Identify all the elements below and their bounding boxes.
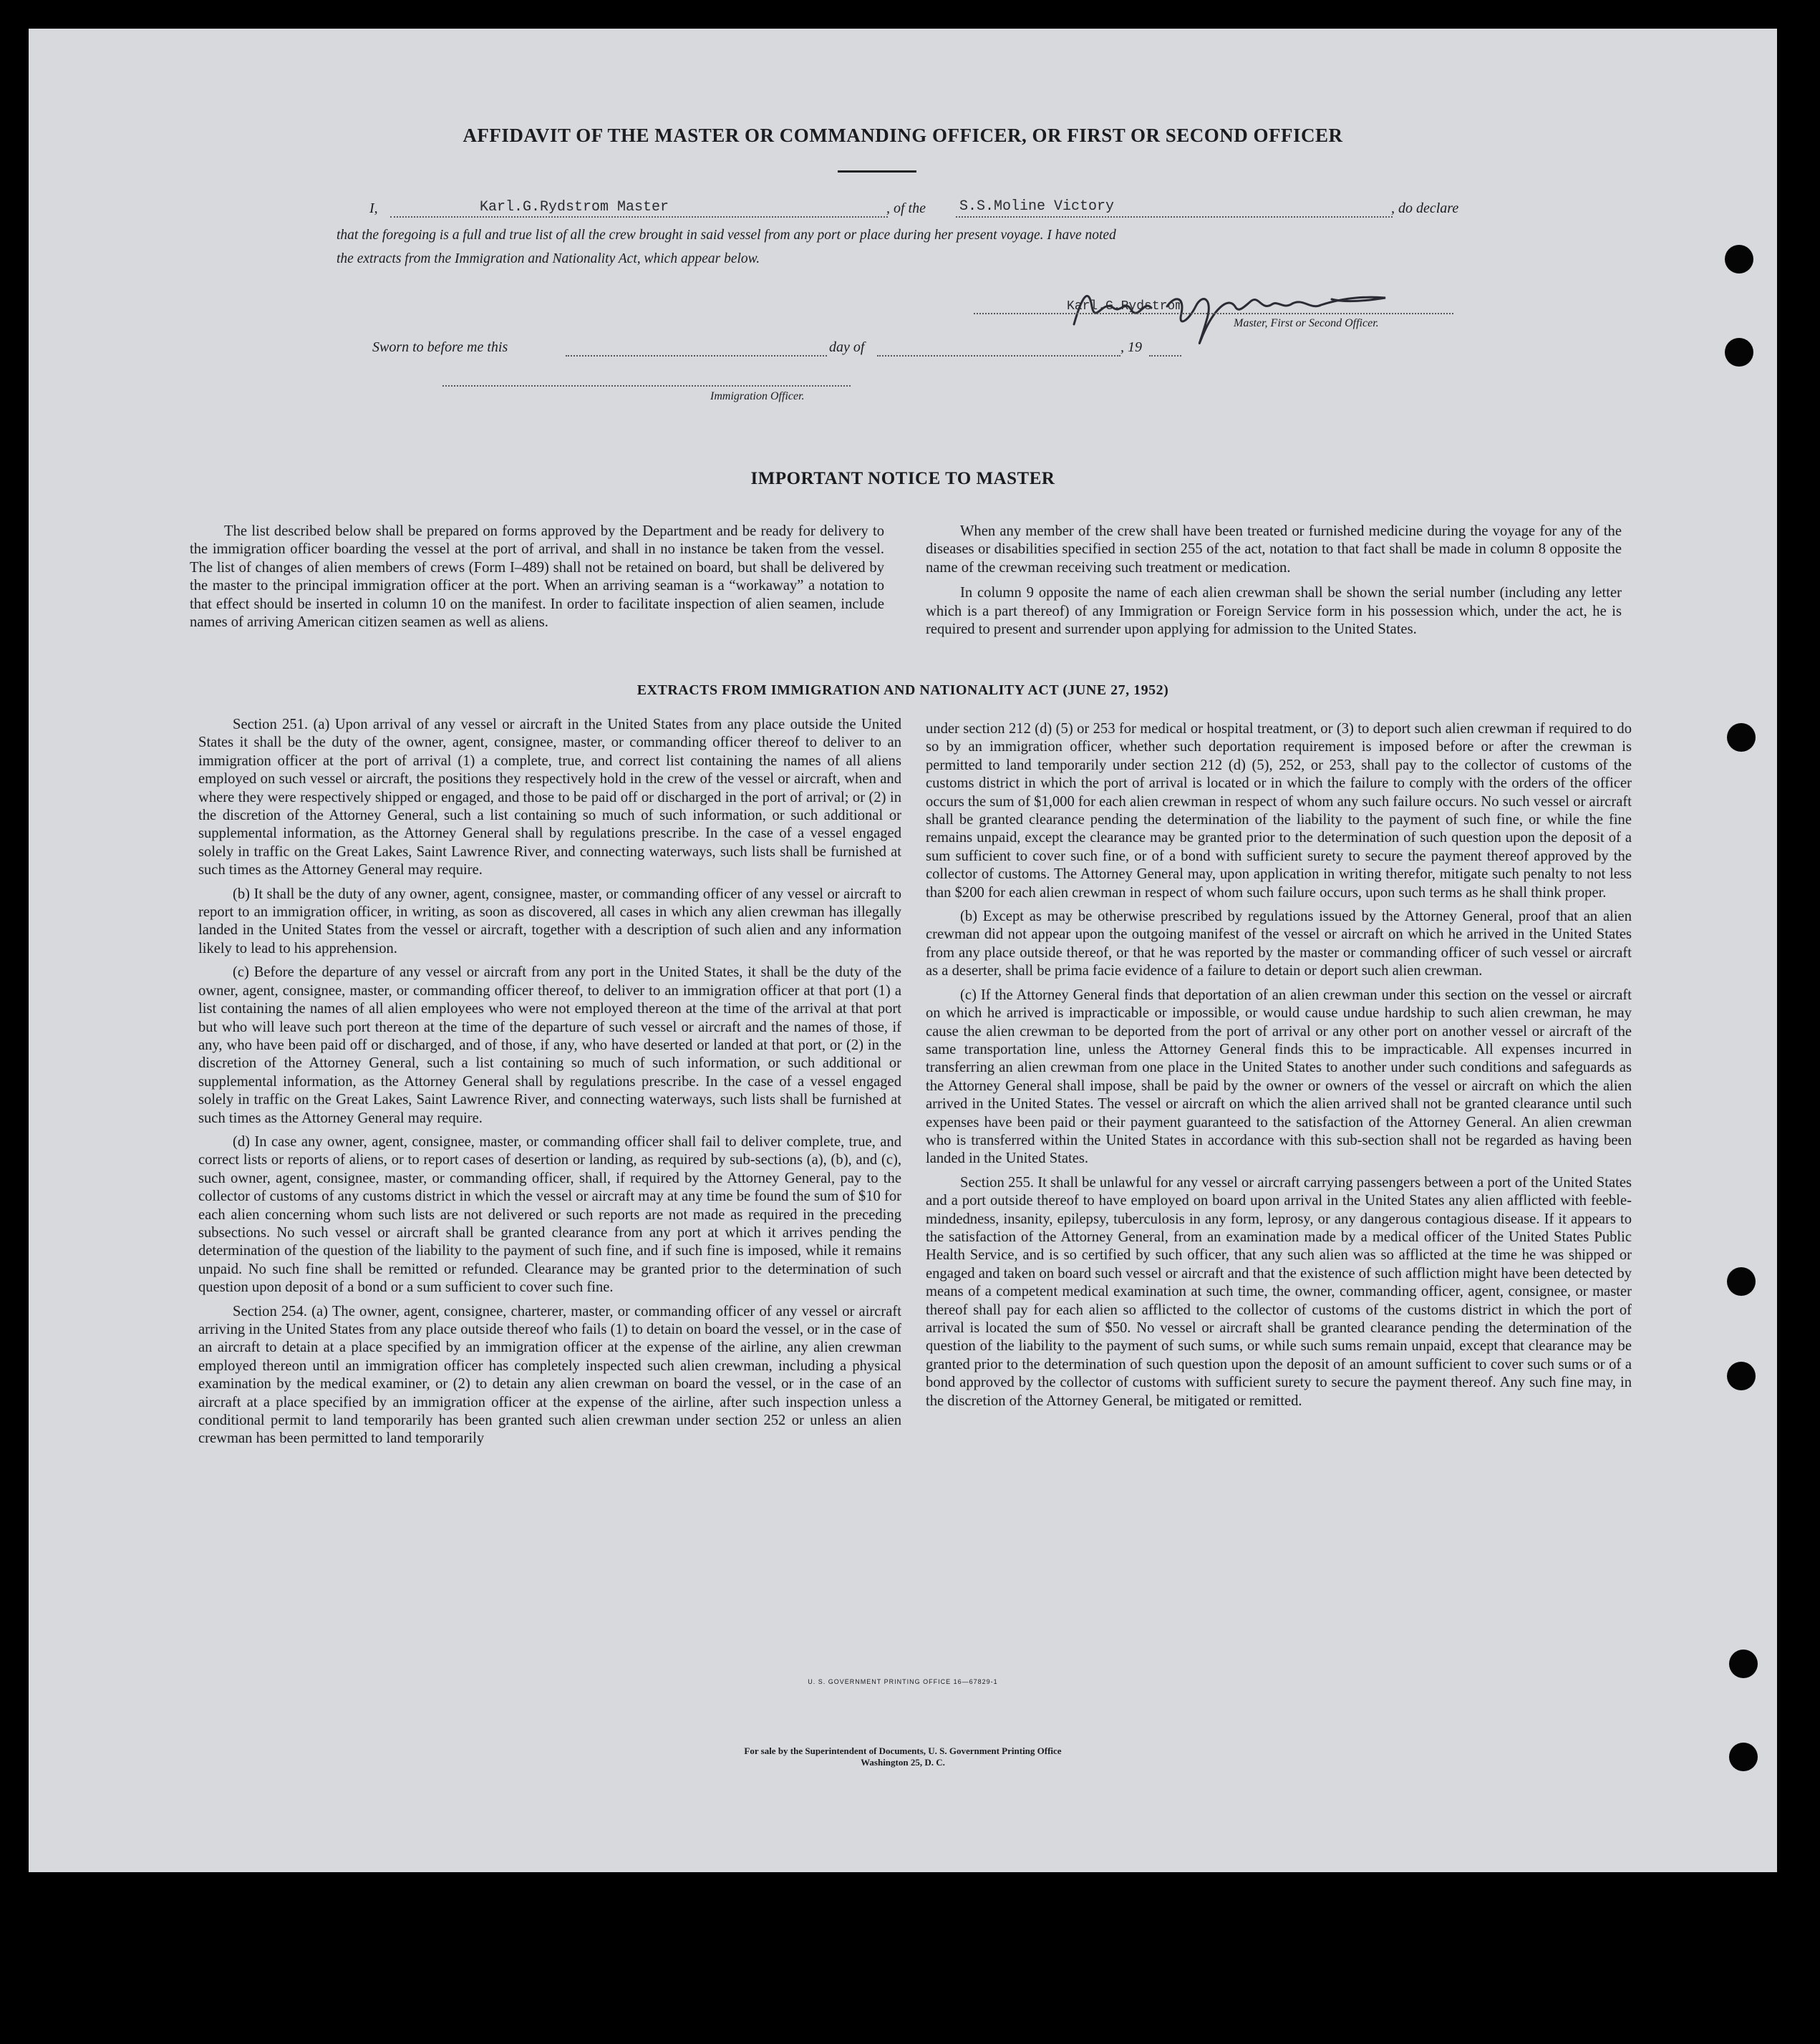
binder-hole [1727,1267,1756,1296]
title-rule [838,170,916,173]
year-line [1149,355,1181,357]
binder-hole [1725,245,1753,273]
immigration-officer-line [442,385,851,387]
document-page [29,29,1777,1872]
declare-label: , do declare [1391,200,1459,216]
section-251-a: Section 251. (a) Upon arrival of any vessel or aircraft in the United States from any place outside the United States it shall be the duty of the owner, agent, consignee, master, or commanding officer thereof to deliver to an immigration officer at the port of arrival (1) a complete, true, and correct list containing the names of all aliens employed on such vessel or aircraft, the positions they respectively hold in the crew of the vessel or aircraft, when and where they were respectively shipped or engaged, and those to be paid off or discharged in the port of arrival; or (2) in the discretion of the Attorney General, such a list containing so much of such information, or such additional or supplemental information, as the Attorney General shall by regulations prescribe. In the case of a vessel engaged solely in traffic on the Great Lakes, Saint Lawrence River, and connecting waterways, such lists shall be furnished at such times as the Attorney General may require. [198,717,901,878]
name-line [390,216,888,218]
sworn-label: Sworn to before me this [372,339,508,355]
notice-left-paragraph: The list described below shall be prepared on forms approved by the Department and be ready for delivery to the immigration officer boarding the vessel at the port of arrival, and shall in no instance be taken from the vessel. The list of changes of alien members of crews (Form I–489) shall not be retained on board, but shall be delivered by the master to the principal immigration officer at the port. When an arriving seaman is a “workaway” a notation to that effect should be inserted in column 10 on the manifest. In order to facilitate inspection of alien seamen, include names of arriving American citizen seamen as well as aliens. [190,523,884,631]
year-label: , 19 [1120,339,1142,355]
section-255: Section 255. It shall be unlawful for any vessel or aircraft carrying passengers between a port of the United States and a port outside thereof to have employed on board upon arrival in the United States any alien afflicted with feeble-mindedness, insanity, epilepsy, tuberculosis in any form, leprosy, or any dangerous contagious disease. If it appears to the satisfaction of the Attorney General, from an examination made by a medical officer of the United States Public Health Service, and is so certified by such officer, that any such alien was so afflicted at the time he was shipped or engaged and taken on board such vessel or aircraft and that the existence of such affliction might have been detected by means of a competent medical examination at such time, the owner, commanding officer, agent, consignee, or master thereof shall pay for each alien so afflicted to the collector of customs of the customs district in which the port of arrival is located the sum of $50. No vessel or aircraft shall be granted clearance pending the determination of the question of the liability to the payment of such sums, or while such sums remain unpaid, except that clearance may be granted prior to the determination of such question upon the deposit of an amount sufficient to cover such sums or of a bond approved by the collector of customs with sufficient surety to secure the payment thereof. Any such fine may, in the discretion of the Attorney General, be mitigated or remitted. [926,1174,1632,1409]
affidavit-title: AFFIDAVIT OF THE MASTER OR COMMANDING OFFICER, OR FIRST OR SECOND OFFICER [463,125,1343,146]
binder-hole [1729,1650,1758,1678]
day-of-label: day of [829,339,865,355]
sale-line-1: For sale by the Superintendent of Documents, U. S. Government Printing Office [744,1745,1062,1756]
notice-title: IMPORTANT NOTICE TO MASTER [750,469,1055,488]
gpo-imprint: U. S. GOVERNMENT PRINTING OFFICE 16—67829-1 [808,1678,998,1685]
signature-line [974,313,1453,314]
binder-hole [1725,338,1753,367]
binder-hole [1727,1362,1756,1390]
master-name: Karl.G.Rydstrom Master [480,199,669,215]
section-254-a: Section 254. (a) The owner, agent, consignee, charterer, master, or commanding officer of any vessel or aircraft arriving in the United States from any place outside thereof who fails (1) to detain on board the vessel, or in the case of an aircraft to detain at a place specified by an immigration officer at the expense of the airline, any alien crewman employed thereon until an immigration officer has completely inspected such alien crewman, including a physical examination by the medical examiner, or (2) to detain any alien crewman on board the vessel, or in the case of an aircraft at a place specified by an immigration officer at the expense of the airline, after such inspection unless a conditional permit to land temporarily has been granted such alien crewman under section 252 or unless an alien crewman has been permitted to land temporarily [198,1303,901,1447]
extracts-right-column [926,720,1632,1410]
sale-notice [29,1745,1777,1768]
section-254-b: (b) Except as may be otherwise prescribed by regulations issued by the Attorney General, proof that an alien crewman did not appear upon the outgoing manifest of the vessel or aircraft on which he arrived in the United States from any place outside thereof, or that he was reported by the master or commanding officer of such vessel or aircraft as a deserter, shall be prima facie evidence of a failure to detain or deport such alien crewman. [926,909,1632,979]
affidavit-line-2: that the foregoing is a full and true list of all the crew brought in said vessel from any port or place during her present voyage. I have noted [337,228,1116,243]
section-251-c: (c) Before the departure of any vessel or aircraft from any port in the United States, it shall be the duty of the owner, agent, consignee, master, or commanding officer thereof, to deliver to an immigration officer at that port (1) a list containing the names of all alien employees who were not employed thereon at the time of the arrival at that port but who will leave such port thereon at the time of the departure of such vessel or aircraft and the names of those, if any, who have been paid off or discharged, and of those, if any, who have deserted or landed at that port, or (2) in the discretion of the Attorney General, such a list containing so much of such information, or such additional or supplemental information, as the Attorney General shall by regulations prescribe. In the case of a vessel engaged solely in traffic on the Great Lakes, Saint Lawrence River, and connecting waterways, such lists shall be furnished at such times as the Attorney General may require. [198,964,901,1126]
section-254-a-continued: under section 212 (d) (5) or 253 for medical or hospital treatment, or (3) to deport such alien crewman if required to do so by an immigration officer, whether such deportation requirement is imposed before or after the crewman is permitted to land temporarily under section 212 (d) (5), 252, or 253, shall pay to the collector of customs of the customs district in which the port of arrival is located or in which the failure to comply with the orders of the officer occurs the sum of $1,000 for each alien crewman in respect of whom any such failure occurs. No such vessel or aircraft shall be granted clearance pending the determination of the liability to the payment of such fine, or while the fine remains unpaid, except the clearance may be granted prior to the determination of such question upon the deposit of a sum sufficient to cover such fine, or of a bond with sufficient surety to secure the payment thereof approved by the collector of customs. The Attorney General may, upon application in writing therefor, mitigate such penalty to not less than $200 for each alien crewman in respect of whom such failure occurs, upon such terms as he shall think proper. [926,721,1632,901]
notice-right-paragraph-2: In column 9 opposite the name of each alien crewman shall be shown the serial number (including any letter which is a part thereof) of any Immigration or Foreign Service form in his possession which, under the act, he is required to present and surrender upon applying for admission to the United States. [926,585,1622,638]
notice-right-paragraph-1: When any member of the crew shall have been treated or furnished medicine during the voyage for any of the diseases or disabilities specified in section 255 of the act, notation to that fact shall be made in column 8 opposite the name of the crewman receiving such treatment or medication. [926,523,1622,576]
signature-typed-name: Karl.G.Rydstrom [1067,299,1184,314]
sale-line-2: Washington 25, D. C. [861,1757,945,1768]
vessel-name: S.S.Moline Victory [959,198,1115,215]
section-254-c: (c) If the Attorney General finds that deportation of an alien crewman under this section on the vessel or aircraft on which he arrived is impracticable or impossible, or would cause undue hardship to such alien crewman, he may cause the alien crewman to be deported from the port of arrival or any other port on another vessel or aircraft of the same transportation line, unless the Attorney General finds this to be impracticable. All expenses incurred in transferring an alien crewman from one place in the United States to another under such conditions and safeguards as the Attorney General shall impose, shall be paid by the owner or owners of the vessel or aircraft on which the alien arrived in the United States. The vessel or aircraft on which the alien arrived shall not be granted clearance until such expenses have been paid or their payment guaranteed to the satisfaction of the Attorney General. An alien crewman who is transferred within the United States in accordance with this sub-section shall not be regarded as having been landed in the United States. [926,987,1632,1167]
notice-right-column [926,523,1622,639]
i-label: I, [369,200,378,216]
immigration-officer-caption: Immigration Officer. [710,390,805,402]
extracts-left-column [198,716,901,1448]
sworn-day-line [566,355,827,357]
section-251-d: (d) In case any owner, agent, consignee, master, or commanding officer shall fail to deliver complete, true, and correct lists or reports of aliens, or to report cases of desertion or landing, as required by sub-sections (a), (b), and (c), such owner, agent, consignee, master, or commanding officer, shall, if required by the Attorney General, pay to the collector of customs of any customs district in which the vessel or aircraft may at any time be found the sum of $10 for each alien concerning whom such lists are not delivered or such reports are not made as required in the preceding subsections. No such vessel or aircraft shall be granted clearance from any port at which it arrives pending the determination of the question of the liability to the payment of such fine, and if such fine is imposed, while it remains unpaid. No such fine shall be remitted or refunded. Clearance may be granted prior to the determination of such question upon deposit of a bond or a sum sufficient to cover such fine. [198,1133,901,1296]
affidavit-line-3: the extracts from the Immigration and Nationality Act, which appear below. [337,251,760,266]
signature-caption: Master, First or Second Officer. [1234,317,1379,329]
extracts-title: EXTRACTS FROM IMMIGRATION AND NATIONALITY ACT (JUNE 27, 1952) [636,682,1169,698]
notice-left-column [190,523,884,631]
vessel-line [956,216,1393,218]
binder-hole [1727,723,1756,752]
section-251-b: (b) It shall be the duty of any owner, agent, consignee, master, or commanding officer of any vessel or aircraft to report to an immigration officer, in writing, as soon as discovered, all cases in which any alien crewman has illegally landed in the United States from the vessel or aircraft, together with a description of such alien and any information likely to lead to his apprehension. [198,886,901,956]
sworn-month-line [877,355,1120,357]
of-the-label: , of the [886,200,926,216]
